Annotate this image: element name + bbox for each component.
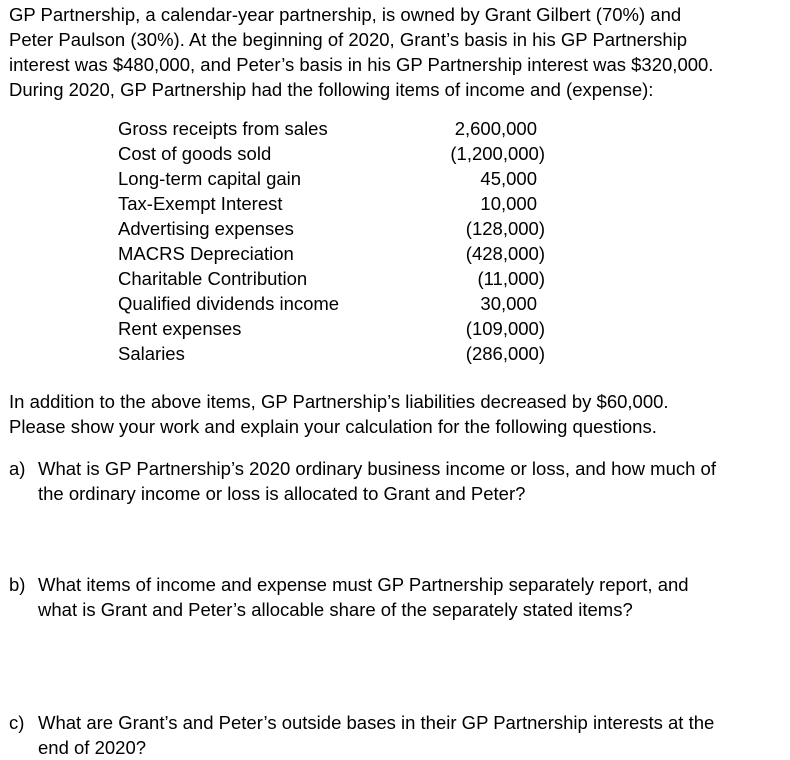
item-label: Advertising expenses <box>118 218 294 239</box>
income-expense-list <box>118 116 558 366</box>
item-label: Rent expenses <box>118 318 242 339</box>
item-label: Salaries <box>118 343 185 364</box>
question-line: What are Grant’s and Peter’s outside bases in their GP Partnership interests at the <box>38 712 715 733</box>
addition-line: Please show your work and explain your calculation for the following questions. <box>9 416 657 437</box>
additional-info <box>9 389 787 439</box>
item-value: (128,000) <box>465 218 545 239</box>
problem-intro <box>9 2 787 102</box>
item-value: (1,200,000) <box>450 143 545 164</box>
item-value: (11,000) <box>477 268 545 289</box>
item-value: (428,000) <box>465 243 545 264</box>
item-label: Tax-Exempt Interest <box>118 193 283 214</box>
question-text <box>38 456 787 506</box>
list-item <box>118 316 558 341</box>
item-value: (109,000) <box>465 318 545 339</box>
question-text <box>38 572 787 622</box>
list-item <box>118 266 558 291</box>
question-line: What items of income and expense must GP Partnership separately report, and <box>38 574 689 595</box>
list-item <box>118 341 558 366</box>
list-item <box>118 116 558 141</box>
item-value: (286,000) <box>465 343 545 364</box>
list-item <box>118 166 558 191</box>
intro-line: Peter Paulson (30%). At the beginning of 2020, Grant’s basis in his GP Partnership <box>9 29 688 50</box>
item-label: Cost of goods sold <box>118 143 272 164</box>
question-line: What is GP Partnership’s 2020 ordinary business income or loss, and how much of <box>38 458 716 479</box>
question-letter: a) <box>9 458 26 479</box>
item-label: MACRS Depreciation <box>118 243 294 264</box>
item-value: 45,000 <box>480 168 537 189</box>
list-item <box>118 291 558 316</box>
question-line: end of 2020? <box>38 737 147 758</box>
list-item <box>118 241 558 266</box>
item-value: 2,600,000 <box>454 118 537 139</box>
item-value: 30,000 <box>480 293 537 314</box>
question-a <box>9 456 787 506</box>
list-item <box>118 216 558 241</box>
question-line: what is Grant and Peter’s allocable share of the separately stated items? <box>38 599 633 620</box>
intro-line: During 2020, GP Partnership had the following items of income and (expense): <box>9 79 654 100</box>
question-line: the ordinary income or loss is allocated to Grant and Peter? <box>38 483 526 504</box>
question-letter: c) <box>9 712 25 733</box>
question-text <box>38 710 787 760</box>
item-label: Qualified dividends income <box>118 293 340 314</box>
item-value: 10,000 <box>480 193 537 214</box>
question-letter: b) <box>9 574 26 595</box>
intro-line: GP Partnership, a calendar-year partnership, is owned by Grant Gilbert (70%) and <box>9 4 682 25</box>
addition-line: In addition to the above items, GP Partnership’s liabilities decreased by $60,000. <box>9 391 669 412</box>
item-label: Long-term capital gain <box>118 168 302 189</box>
item-label: Gross receipts from sales <box>118 118 328 139</box>
question-c <box>9 710 787 760</box>
list-item <box>118 191 558 216</box>
intro-line: interest was $480,000, and Peter’s basis in his GP Partnership interest was $320,000. <box>9 54 714 75</box>
item-label: Charitable Contribution <box>118 268 308 289</box>
question-b <box>9 572 787 622</box>
list-item <box>118 141 558 166</box>
